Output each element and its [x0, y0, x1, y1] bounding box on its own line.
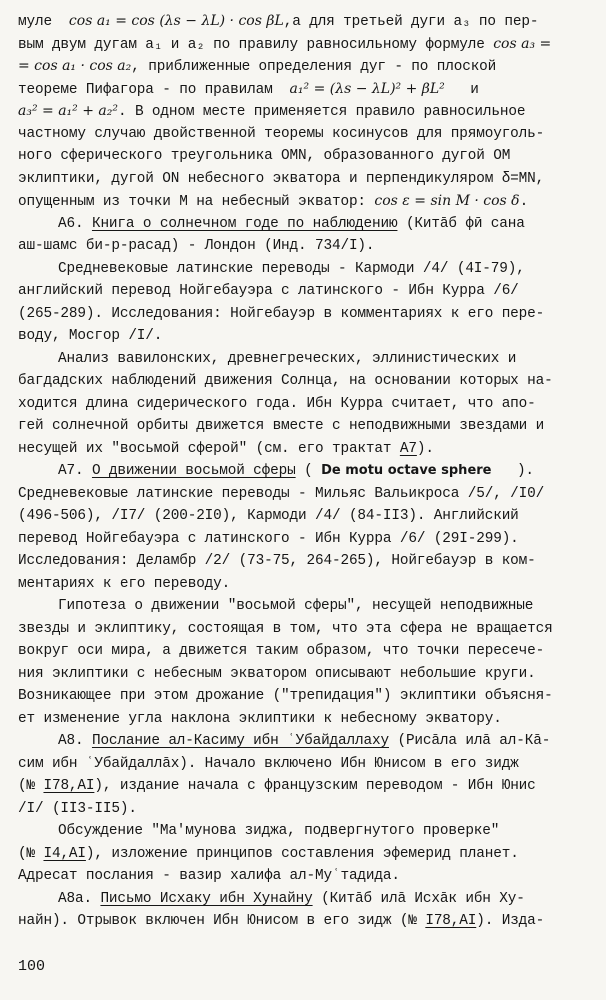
- text-line: [18, 55, 590, 78]
- text-segment: английский перевод Нойгебауэра с латинского - Ибн Курра /6/: [18, 283, 519, 299]
- text-segment: (Китāб илā Исхāк ибн Ху-: [312, 890, 525, 907]
- text-segment: муле: [18, 14, 69, 30]
- text-segment: теореме Пифагора - по правилам: [18, 81, 290, 98]
- text-segment: ментариях к его переводу.: [18, 575, 231, 592]
- text-segment: багдадских наблюдений движения Солнца, на основании которых на-: [18, 373, 553, 389]
- text-line: [18, 145, 590, 168]
- text-segment: Исследования: Деламбр /2/ (73-75, 264-265), Нойгебауэр в ком-: [18, 553, 536, 569]
- text-segment: опущенным из точки M на небесный экватор:: [18, 194, 375, 210]
- text-segment: несущей их "восьмой сферой" (см. его трактат: [18, 440, 400, 457]
- text-segment: эклиптики, дугой ON небесного экватора и перпендикуляром δ=MN,: [18, 170, 545, 187]
- text-line: [18, 460, 590, 483]
- text-line: [18, 775, 590, 798]
- text-segment: , приближенные определения дуг - по плоской: [131, 59, 497, 75]
- text-segment: A7.: [58, 463, 92, 479]
- text-line: [18, 78, 590, 101]
- text-segment: вокруг оси мира, а движется таким образом, что точки пересече-: [18, 643, 545, 659]
- text-line: [18, 753, 590, 776]
- text-segment: Средневековые латинские переводы - Мильяс Вальикроса /5/, /I0/: [18, 485, 545, 502]
- text-line: [18, 213, 590, 236]
- text-line: [18, 100, 590, 123]
- text-line: [18, 640, 590, 663]
- text-segment: (Китāб фӣ сана: [397, 215, 525, 232]
- underlined-title: Послание ал-Касиму ибн ʿУбайдаллаху: [91, 733, 389, 749]
- text-line: [18, 190, 590, 213]
- text-line: [18, 303, 590, 326]
- text-line: [18, 348, 590, 371]
- text-segment: ), издание начала с французским переводом - Ибн Юнис: [94, 778, 536, 794]
- text-segment: (№: [18, 778, 44, 794]
- text-segment: ).: [416, 440, 434, 457]
- text-segment: Обсуждение "Ма'мунова зиджа, подвергнутого проверке": [58, 823, 500, 839]
- text-segment: вым двум дугам a₁ и a₂ по правилу равносильному формуле: [18, 36, 494, 53]
- text-segment: (Рисāла илā ал-Кā-: [388, 733, 551, 749]
- text-segment: (№: [18, 845, 44, 862]
- text-line: [18, 685, 590, 708]
- handwritten-formula: cos ε = sin M · cos δ: [374, 193, 520, 209]
- text-line: [18, 10, 590, 33]
- text-segment: сим ибн ʿУбайдаллāх). Начало включено Ибн Юнисом в его зидж: [18, 755, 519, 772]
- text-segment: A6.: [58, 215, 92, 232]
- text-segment: воду, Мосгор /I/.: [18, 328, 163, 344]
- text-segment: Гипотеза о движении "восьмой сферы", несущей неподвижные: [58, 598, 534, 614]
- text-segment: ).: [491, 463, 534, 479]
- text-line: [18, 550, 590, 573]
- text-line: [18, 123, 590, 146]
- text-segment: /I/ (II3-II5).: [18, 800, 137, 817]
- underlined-title: I78,AI: [425, 913, 477, 929]
- text-segment: (: [295, 463, 322, 479]
- text-segment: A8.: [58, 733, 92, 749]
- text-line: [18, 618, 590, 641]
- underlined-title: I78,AI: [43, 778, 95, 794]
- text-line: [18, 843, 590, 866]
- text-line: [18, 708, 590, 731]
- text-line: [18, 483, 590, 506]
- text-line: [18, 505, 590, 528]
- text-segment: (496-506), /I7/ (200-2I0), Кармоди /4/ (84-II3). Английский: [18, 508, 519, 524]
- text-line: [18, 528, 590, 551]
- text-segment: . В одном месте применяется правило равносильное: [117, 104, 526, 120]
- text-line: [18, 910, 590, 933]
- text-segment: и: [444, 81, 479, 98]
- text-line: [18, 438, 590, 461]
- text-line: [18, 325, 590, 348]
- text-segment: ). Изда-: [476, 913, 545, 929]
- text-segment: ), изложение принципов составления эфемерид планет.: [85, 845, 519, 862]
- text-segment: ния эклиптики с небесным экватором описывают небольшие круги.: [18, 665, 536, 682]
- handwritten-formula: a₃² = a₁² + a₂²: [18, 103, 118, 119]
- text-line: [18, 370, 590, 393]
- underlined-title: Письмо Исхаку ибн Хунайну: [100, 890, 313, 907]
- text-segment: A8a.: [58, 890, 101, 907]
- text-line: [18, 168, 590, 191]
- text-segment: Адресат послания - вазир халифа ал-Муʿтадида.: [18, 868, 400, 884]
- handwritten-formula: a₁² = (λs − λL)² + βL²: [289, 80, 445, 97]
- text-segment: звезды и эклиптику, состоящая в том, что эта сфера не вращается: [18, 620, 553, 637]
- underlined-title: I4,AI: [43, 845, 86, 862]
- text-line: [18, 235, 590, 258]
- underlined-title: A7: [399, 440, 417, 457]
- text-line: [18, 595, 590, 618]
- text-line: [18, 280, 590, 303]
- text-segment: найн). Отрывок включен Ибн Юнисом в его зидж (№: [18, 913, 426, 929]
- text-line: [18, 865, 590, 888]
- text-segment: гей солнечной орбиты движется вместе с неподвижными звездами и: [18, 418, 545, 434]
- underlined-title: О движении восьмой сферы: [91, 463, 296, 479]
- text-segment: Средневековые латинские переводы - Кармоди /4/ (4I-79),: [58, 260, 525, 277]
- text-segment: (265-289). Исследования: Нойгебауэр в комментариях к его пере-: [18, 305, 545, 322]
- text-segment: ного сферического треугольника OMN, образованного дугой OM: [18, 148, 511, 164]
- text-segment: частному случаю двойственной теоремы косинусов для прямоуголь-: [18, 125, 545, 142]
- text-line: [18, 573, 590, 596]
- text-line: [18, 730, 590, 753]
- text-segment: перевод Нойгебауэра с латинского - Ибн Курра /6/ (29I-299).: [18, 530, 519, 547]
- text-segment: ,а для третьей дуги a₃ по пер-: [283, 14, 539, 30]
- text-line: [18, 798, 590, 821]
- text-line: [18, 258, 590, 281]
- text-line: [18, 820, 590, 843]
- page-number: 100: [18, 958, 46, 975]
- text-segment: Анализ вавилонских, древнегреческих, эллинистических и: [58, 350, 517, 367]
- text-segment: ет изменение угла наклона эклиптики к небесному экватору.: [18, 710, 502, 727]
- underlined-title: Книга о солнечном годе по наблюдению: [91, 215, 398, 232]
- handwritten-formula: cos a₁ = cos (λs − λL) · cos βL: [68, 13, 284, 29]
- text-line: [18, 33, 590, 56]
- text-line: [18, 888, 590, 911]
- text-segment: Возникающее при этом дрожание ("трепидация") эклиптики объясня-: [18, 688, 553, 704]
- handwritten-formula: = cos a₁ · cos a₂: [18, 58, 132, 74]
- text-line: [18, 663, 590, 686]
- text-segment: ходится длина сидерического года. Ибн Курра считает, что апо-: [18, 395, 536, 412]
- text-line: [18, 415, 590, 438]
- latin-title: De motu octave sphere: [321, 463, 492, 478]
- body-text: [18, 10, 590, 933]
- handwritten-formula: cos a₃ =: [493, 35, 552, 52]
- text-segment: .: [519, 194, 529, 210]
- text-segment: аш-шамс би-р-расад) - Лондон (Инд. 734/I).: [18, 238, 375, 254]
- text-line: [18, 393, 590, 416]
